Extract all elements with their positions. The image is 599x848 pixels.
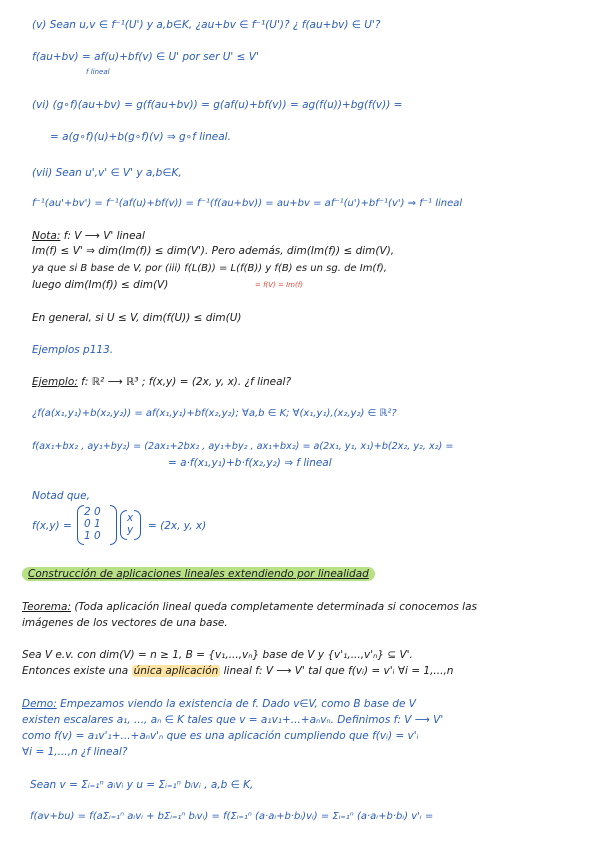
example-question: ¿f(a(x₁,y₁)+b(x₂,y₂)) = af(x₁,y₁)+bf(x₂,y₂); ∀a,b ∈ K; ∀(x₁,y₁),(x₂,y₂) ∈ ℝ²? — [32, 408, 397, 419]
theorem-line — [22, 600, 477, 614]
line-vi-composition: (vi) (g∘f)(au+bv) = g(f(au+bv)) = g(af(u)+bf(v)) = ag(f(u))+bg(f(v)) = — [32, 99, 403, 111]
demo-line-2: existen escalares a₁, ..., aₙ ∈ K tales que v = a₁v₁+...+aₙvₙ. Definimos f: V ⟶ V' — [22, 714, 444, 726]
examples-reference: Ejemplos p113. — [32, 344, 114, 356]
nota-base-line: ya que si B base de V, por (iii) f(L(B)) = L(f(B)) y f(B) es un sg. de Im(f), — [32, 263, 387, 274]
line-vi-conclusion: = a(g∘f)(u)+b(g∘f)(v) ⇒ g∘f lineal. — [50, 131, 231, 143]
matrix-result: = (2x, y, x) — [148, 520, 207, 532]
example-label: Ejemplo: — [32, 376, 78, 388]
matrix-row: 1 0 — [84, 530, 101, 542]
theorem-label: Teorema: — [22, 601, 71, 613]
nota-text: f: V ⟶ V' lineal — [60, 230, 145, 242]
matrix-row: 0 1 — [84, 518, 101, 530]
vector-row: y — [127, 524, 134, 536]
vector-row: x — [127, 512, 134, 524]
notad-que: Notad que, — [32, 490, 90, 502]
line-v-proof: f(au+bv) = af(u)+bf(v) ∈ U' por ser U' ≤ V' — [32, 51, 259, 63]
line-v-annotation: f lineal — [86, 68, 110, 76]
highlight-unique: única aplicación — [133, 665, 219, 677]
theorem-statement-end: lineal f: V ⟶ V' tal que f(vᵢ) = v'ᵢ ∀i = 1,...,n — [220, 665, 454, 677]
matrix-2x3 — [84, 506, 101, 542]
example-conclusion: = a·f(x₁,y₁)+b·f(x₂,y₂) ⇒ f lineal — [168, 457, 332, 469]
demo-line-4: ∀i = 1,...,n ¿f lineal? — [22, 746, 128, 758]
section-title: Construcción de aplicaciones lineales extendiendo por linealidad — [22, 567, 375, 581]
nota-dim-line: Im(f) ≤ V' ⇒ dim(Im(f)) ≤ dim(V'). Pero además, dim(Im(f)) ≤ dim(V), — [32, 245, 395, 257]
matrix-row: 2 0 — [84, 506, 101, 518]
matrix-right-paren — [110, 505, 117, 545]
demo-line — [22, 697, 416, 711]
theorem-text: (Toda aplicación lineal queda completamente determinada si conocemos las — [70, 601, 477, 613]
demo-line-3: como f(v) = a₁v'₁+...+aₙv'ₙ que es una aplicación cumpliendo que f(vᵢ) = v'ᵢ — [22, 730, 419, 742]
vector-left-paren — [120, 510, 127, 540]
theorem-statement-start: Entonces existe una — [22, 665, 132, 677]
demo-linearity: f(av+bu) = f(aΣᵢ₌₁ⁿ aᵢvᵢ + bΣᵢ₌₁ⁿ bᵢvᵢ) = f(Σᵢ₌₁ⁿ (a·aᵢ+b·bᵢ)vᵢ) = Σᵢ₌₁ⁿ (a·aᵢ+b·bᵢ) v'ᵢ = — [30, 811, 434, 822]
section-heading — [22, 567, 375, 581]
theorem-text-cont: imágenes de los vectores de una base. — [22, 617, 228, 629]
nota-label: Nota: — [32, 230, 61, 242]
line-vii-proof: f⁻¹(au'+bv') = f⁻¹(af(u)+bf(v)) = f⁻¹(f(au+bv)) = au+bv = af⁻¹(u')+bf⁻¹(v') ⇒ f⁻¹ lineal — [32, 198, 463, 209]
line-vii-hypothesis: (vii) Sean u',v' ∈ V' y a,b∈K, — [32, 167, 182, 179]
example-statement — [32, 375, 291, 389]
matrix-left-paren — [77, 505, 84, 545]
example-computation: f(ax₁+bx₂ , ay₁+by₂) = (2ax₁+2bx₂ , ay₁+by₂ , ax₁+bx₂) = a(2x₁, y₁, x₁)+b(2x₂, y₂, x₂) = — [32, 441, 454, 452]
demo-label: Demo: — [22, 698, 57, 710]
nota-conclusion-line: luego dim(Im(f)) ≤ dim(V) — [32, 279, 169, 291]
general-remark: En general, si U ≤ V, dim(f(U)) ≤ dim(U) — [32, 312, 242, 324]
line-v-question: (v) Sean u,v ∈ f⁻¹(U') y a,b∈K, ¿au+bv ∈ f⁻¹(U')? ¿ f(au+bv) ∈ U'? — [32, 19, 381, 31]
vector-xy — [127, 512, 133, 536]
demo-text: Empezamos viendo la existencia de f. Dado v∈V, como B base de V — [56, 698, 416, 710]
theorem-statement — [22, 664, 453, 678]
nota-line — [32, 229, 145, 243]
demo-sums: Sean v = Σᵢ₌₁ⁿ aᵢvᵢ y u = Σᵢ₌₁ⁿ bᵢvᵢ , a,b ∈ K, — [30, 779, 254, 791]
theorem-hypothesis: Sea V e.v. con dim(V) = n ≥ 1, B = {v₁,...,vₙ} base de V y {v'₁,...,v'ₙ} ⊆ V'. — [22, 649, 413, 661]
matrix-lhs: f(x,y) = — [32, 520, 72, 532]
vector-right-paren — [134, 510, 141, 540]
nota-red-annotation: = f(V) = Im(f) — [255, 281, 303, 289]
example-text: f: ℝ² ⟶ ℝ³ ; f(x,y) = (2x, y, x). ¿f lineal? — [77, 376, 292, 388]
